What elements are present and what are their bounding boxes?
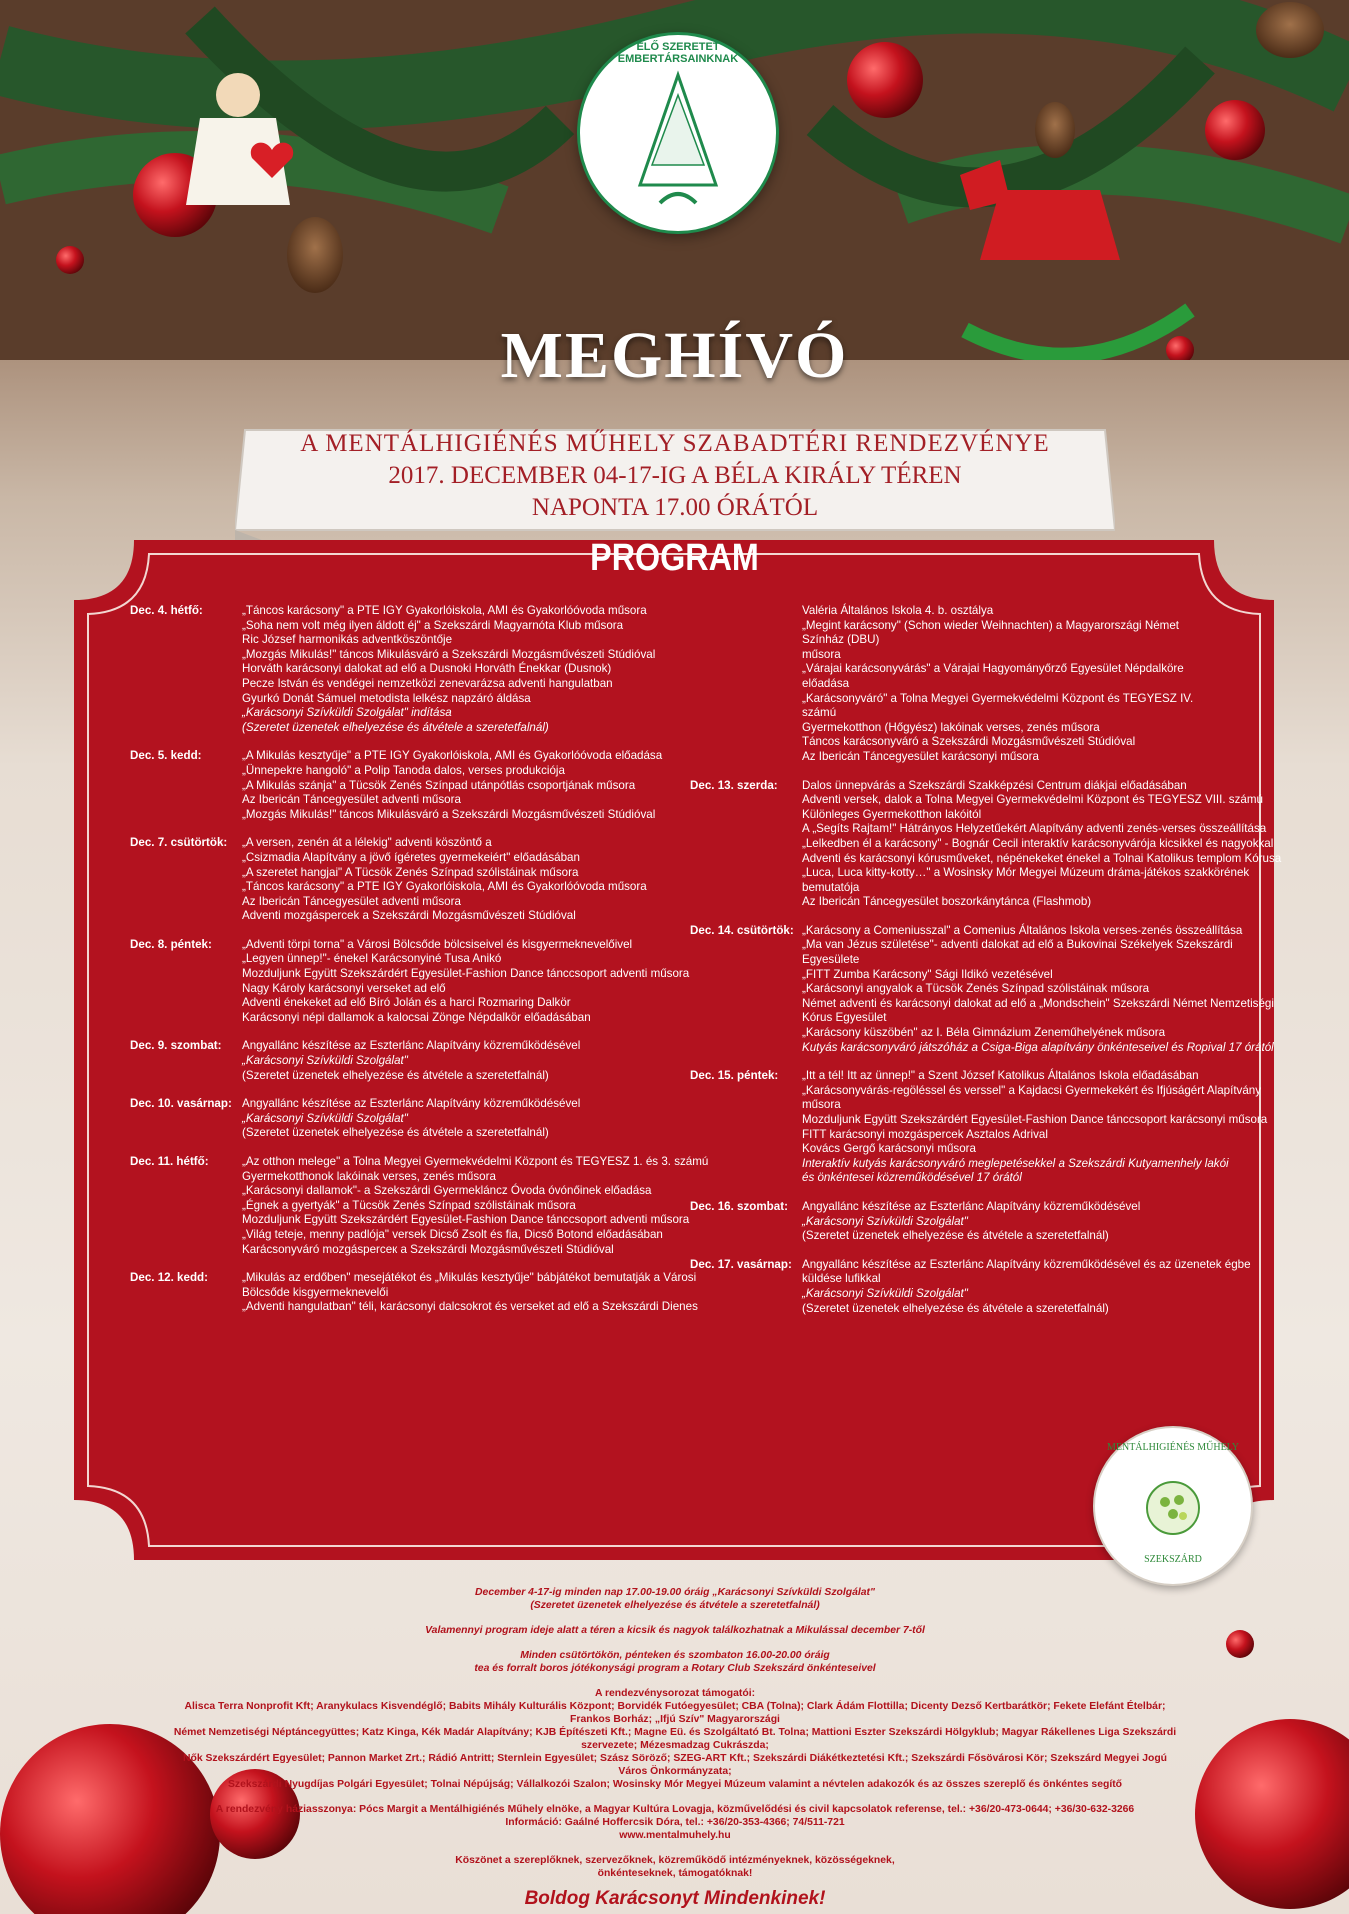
program-item: Ric József harmonikás adventköszöntője: [242, 633, 453, 647]
program-item: Horváth karácsonyi dalokat ad elő a Dusnoki Horváth Énekkar (Dusnok): [242, 662, 612, 676]
day-dec13: Dec. 13. szerda: Dalos ünnepvárás a Szekszárdi Szakképzési Centrum diákjai előadásában Adventi versek, dalok a Tolna Megyei Gyermekvédelmi Központ és TEGYESZ VIII. számú Különleges Gyermekotthon lakóitól A „Segíts Rajtam!" Hátrányos Helyzetűekért Alapítvány adventi zenés-verses összeállítása „Lelkedben él a karácsony" - Bognár Cecil interaktív karácsonyvárója kicsikkel és nagyokkal Adventi és karácsonyi kórusműveket, népénekeket énekel a Tolnai Katolikus templom Kórusa „Luca, Luca kitty-kotty…" a Wosinsky Mór Megyei Múzeum dráma-játékos szakkörének bemutatója Az Ibericán Táncegyesület boszorkánytánca (Flashmob): [690, 778, 1282, 909]
program-item: „Luca, Luca kitty-kotty…" a Wosinsky Mór Megyei Múzeum dráma-játékos szakkörének: [802, 866, 1250, 880]
program-item: (Szeretet üzenetek elhelyezése és átvétele a szeretetfalnál): [242, 720, 549, 734]
program-item: Gyurkó Donát Sámuel metodista lelkész napzáró áldása: [242, 691, 531, 705]
thanks-line: önkénteseknek, támogatóknak!: [597, 1868, 753, 1879]
program-item: „Mozgás Mikulás!" táncos Mikulásváró a Szekszárdi Mozgásművészeti Stúdióval: [242, 807, 656, 821]
ornament-ball: [56, 246, 84, 274]
program-item: Mozduljunk Együtt Szekszárdért Egyesület-Fashion Dance tánccsoport karácsonyi műsora: [802, 1113, 1268, 1126]
program-item: „Karácsonyi Szívküldi Szolgálat" indítása: [242, 706, 452, 720]
program-item: „Mozgás Mikulás!" táncos Mikulásváró a Szekszárdi Mozgásművészeti Stúdióval: [242, 647, 656, 661]
program-item: Adventi és karácsonyi kórusműveket, népénekeket énekel a Tolnai Katolikus templom Kórusa: [802, 851, 1282, 865]
sponsors-list: Német Nemzetiségi Néptáncegyüttes; Katz Kinga, Kék Madár Alapítvány; KJB Építészeti Kft.; Magne Eü. és Szolgáltató Bt. Tolna; Mattioni Eszter Szekszárdi Hölgyklub; Magyar Rákellenes Liga Szekszárdi szervezete; Mézesmadzag Cukrászda;: [173, 1727, 1177, 1751]
program-item: „A Mikulás kesztyűje" a PTE IGY Gyakorlóiskola, AMI és Gyakorlóóvoda előadása: [242, 749, 663, 763]
program-item: „Karácsonyi angyalok a Tücsök Zenés Színpad szólistáinak műsora: [802, 982, 1150, 996]
day-dec12-continued: [690, 604, 1220, 765]
program-item: „Karácsony a Comeniusszal" a Comenius Általános Iskola verses-zenés összeállítása: [802, 923, 1243, 937]
sponsors-list: Szekszárdi Nyugdíjas Polgári Egyesület; Tolnai Népújság; Vállalkozói Szalon; Wosinsky Mór Megyei Múzeum valamint a névtelen adakozók és az összes szereplő és önkéntes segítő: [227, 1779, 1123, 1790]
program-item: „Adventi hangulatban" téli, karácsonyi dalcsokrot és verseket ad elő a Szekszárdi Dienes: [242, 1300, 698, 1314]
program-item: Az Ibericán Táncegyesület karácsonyi műsora: [802, 749, 1039, 763]
program-item: „A versen, zenén át a lélekig" adventi köszöntő a: [242, 836, 492, 850]
program-item: „Megint karácsony" (Schon wieder Weihnachten) a Magyarországi Német Színház (DBU): [802, 618, 1180, 647]
program-item: Német adventi és karácsonyi dalokat ad elő a „Mondschein" Szekszárdi Német Nemzetiségi: [802, 996, 1274, 1010]
emblem-place: SZEKSZÁRD: [1144, 1554, 1202, 1565]
program-item: „Karácsonyi Szívküldi Szolgálat": [802, 1214, 968, 1228]
program-item: „Várajai karácsonyvárás" a Várajai Hagyományőrző Egyesület Népdalköre előadása: [802, 662, 1184, 690]
program-item: Mozduljunk Együtt Szekszárdért Egyesület-Fashion Dance tánccsoport adventi műsora: [242, 967, 690, 981]
program-item: (Szeretet üzenetek elhelyezése és átvétele a szeretetfalnál): [802, 1301, 1109, 1315]
sponsors-list: Nők Szekszárdért Egyesület; Pannon Market Zrt.; Rádió Antritt; Sternlein Egyesület; Szász Söröző; SZEG-ART Kft.; Szekszárdi Diákétkeztetési Kft.; Szekszárdi Fősövárosi Kör; Szekszárd Megyei Jogú Város Önkormányzata;: [182, 1753, 1168, 1777]
program-heading: PROGRAM: [590, 537, 759, 579]
program-item: „Legyen ünnep!"- énekel Karácsonyiné Tusa Anikó: [242, 952, 502, 966]
program-item: küldése lufikkal: [802, 1272, 881, 1286]
program-item: Az Ibericán Táncegyesület adventi műsora: [242, 793, 461, 807]
program-item: Az Ibericán Táncegyesület adventi műsora: [242, 894, 461, 908]
ribbon-text: [270, 428, 1080, 524]
program-item: Kutyás karácsonyváró játszóház a Csiga-Biga alapítvány önkénteseivel és Ropival 17 órától: [802, 1040, 1274, 1054]
website-link[interactable]: www.mentalmuhely.hu: [619, 1830, 731, 1841]
program-item: „A szeretet hangjai" A Tücsök Zenés Színpad szólistáinak műsora: [242, 865, 579, 879]
program-item: „FITT Zumba Karácsony" Sági Ildikó vezetésével: [802, 967, 1053, 981]
program-column-left: [130, 604, 709, 1329]
program-item: Kovács Gergő karácsonyi műsora: [802, 1142, 976, 1156]
event-name: A MENTÁLHIGIÉNÉS MŰHELY SZABADTÉRI RENDEZVÉNYE: [300, 430, 1050, 457]
ornament-ball: [1205, 100, 1265, 160]
ornament-ball: [1226, 1630, 1254, 1658]
program-item: Interaktív kutyás karácsonyváró meglepetésekkel a Szekszárdi Kutyamenhely lakói: [802, 1156, 1229, 1170]
day-dec17: Dec. 17. vasárnap: Angyallánc készítése az Eszterlánc Alapítvány közreműködésével és az üzenetek égbe küldése lufikkal „Karácsonyi Szívküldi Szolgálat" (Szeretet üzenetek elhelyezése és átvétele a szeretetfalnál): [690, 1257, 1251, 1315]
program-item: Gyermekotthon (Hőgyész) lakóinak verses, zenés műsora: [802, 720, 1100, 734]
program-item: „Égnek a gyertyák" a Tücsök Zenés Színpad szólistáinak műsora: [242, 1198, 576, 1212]
program-item: Angyallánc készítése az Eszterlánc Alapítvány közreműködésével: [242, 1039, 581, 1053]
program-item: Az Ibericán Táncegyesület boszorkánytánca (Flashmob): [802, 895, 1092, 909]
day-dec4: Dec. 4. hétfő: „Táncos karácsony" a PTE IGY Gyakorlóiskola, AMI és Gyakorlóóvoda műsora „Soha nem volt még ilyen áldott éj" a Szekszárdi Magyarnóta Klub műsora Ric József harmonikás adventköszöntője „Mozgás Mikulás!" táncos Mikulásváró a Szekszárdi Mozgásművészeti Stúdióval Horváth karácsonyi dalokat ad elő a Dusnoki Horváth Énekkar (Dusnok) Pecze István és vendégei nemzetközi zenevarázsa adventi hangulatban Gyurkó Donát Sámuel metodista lelkész napzáró áldása „Karácsonyi Szívküldi Szolgálat" indítása (Szeretet üzenetek elhelyezése és átvétele a szeretetfalnál): [130, 604, 675, 735]
program-item: „Karácsonyváró" a Tolna Megyei Gyermekvédelmi Központ és TEGYESZ IV. számú: [802, 691, 1194, 720]
daily-service-note: (Szeretet üzenetek elhelyezése és átvétele a szeretetfalnál): [530, 1600, 820, 1611]
program-item: bemutatója: [802, 880, 860, 894]
program-item: Valéria Általános Iskola 4. b. osztálya: [802, 604, 994, 617]
day-dec5: Dec. 5. kedd: „A Mikulás kesztyűje" a PTE IGY Gyakorlóiskola, AMI és Gyakorlóóvoda előadása „Ünnepekre hangoló" a Polip Tanoda dalos, verses produkciója „A Mikulás szánja" a Tücsök Zenés Színpad utánpótlás csoportjának műsora Az Ibericán Táncegyesület adventi műsora „Mozgás Mikulás!" táncos Mikulásváró a Szekszárdi Mozgásművészeti Stúdióval: [130, 749, 675, 822]
tea-program: Minden csütörtökön, pénteken és szombaton 16.00-20.00 óráig: [520, 1650, 830, 1661]
program-item: Angyallánc készítése az Eszterlánc Alapítvány közreműködésével: [242, 1097, 581, 1111]
sponsors-list: Alisca Terra Nonprofit Kft; Aranykulacs Kisvendéglő; Babits Mihály Kulturális Központ; Borvidék Futóegyesület; CBA (Tolna); Clark Ádám Flottilla; Dicenty Dezső Kertbarátkör; Fekete Elefánt Ételbár; Frankos Borház; „Ifjú Szív" Magyarországi: [184, 1701, 1166, 1725]
program-item: Mozduljunk Együtt Szekszárdért Egyesület-Fashion Dance tánccsoport adventi műsora: [242, 1213, 690, 1227]
program-item: Kórus Egyesület: [802, 1011, 887, 1025]
program-item: „Karácsonyi Szívküldi Szolgálat": [242, 1054, 408, 1068]
program-item: Karácsonyváró mozgásperceк a Szekszárdi Mozgásművészeti Stúdióval: [242, 1242, 614, 1256]
day-dec9: Dec. 9. szombat: Angyallánc készítése az Eszterlánc Alapítvány közreműködésével „Karácsonyi Szívküldi Szolgálat" (Szeretet üzenetek elhelyezése és átvétele a szeretetfalnál): [130, 1039, 675, 1083]
program-item: „A Mikulás szánja" a Tücsök Zenés Színpad utánpótlás csoportjának műsora: [242, 778, 636, 792]
program-item: Dalos ünnepvárás a Szekszárdi Szakképzési Centrum diákjai előadásában: [802, 778, 1187, 792]
day-dec7: Dec. 7. csütörtök: „A versen, zenén át a lélekig" adventi köszöntő a „Csizmadia Alapítvány a jövő ígéretes gyermekeiért" előadásában „A szeretet hangjai" A Tücsök Zenés Színpad szólistáinak műsora „Táncos karácsony" a PTE IGY Gyakorlóiskola, AMI és Gyakorlóóvoda műsora Az Ibericán Táncegyesület adventi műsora Adventi mozgáspercek a Szekszárdi Mozgásművészeti Stúdióval: [130, 836, 675, 924]
thanks-line: Köszönet a szereplőknek, szervezőknek, közreműködő intézményeknek, közösségeknek,: [455, 1855, 895, 1866]
day-dec12: Dec. 12. kedd: „Mikulás az erdőben" mesejátékot és „Mikulás kesztyűje" bábjátékot bemutatják a Városi Bölcsőde kisgyermeknevelői „Adventi hangulatban" téli, karácsonyi dalcsokrot és verseket ad elő a Szekszárdi Dienes: [130, 1271, 698, 1314]
program-item: „Adventi törpi torna" a Városi Bölcsőde bölcsiseivel és kisgyermeknevelőivel: [242, 937, 633, 951]
program-item: Nagy Károly karácsonyi verseket ad elő: [242, 981, 446, 995]
program-item: „Ünnepekre hangoló" a Polip Tanoda dalos, verses produkciója: [242, 763, 565, 777]
info-contact: Információ: Gaálné Hoffercsik Dóra, tel.: +36/20-353-4366; 74/511-721: [505, 1817, 845, 1828]
program-item: „Ma van Jézus születése"- adventi dalokat ad elő a Bukovinai Székelyek Szekszárdi: [802, 938, 1233, 952]
mentalhigienes-emblem: [1093, 1426, 1253, 1586]
program-item: „Soha nem volt még ilyen áldott éj" a Szekszárdi Magyarnóta Klub műsora: [242, 618, 624, 632]
program-item: „Táncos karácsony" a PTE IGY Gyakorlóiskola, AMI és Gyakorlóóvoda műsora: [242, 604, 647, 617]
program-item: „Lelkedben él a karácsony" - Bognár Cecil interaktív karácsonyvárója kicsikkel és nagyokkal: [802, 836, 1274, 850]
event-time: NAPONTA 17.00 ÓRÁTÓL: [531, 494, 819, 521]
program-item: Adventi mozgáspercek a Szekszárdi Mozgásművészeti Stúdióval: [242, 909, 576, 923]
program-item: „Mikulás az erdőben" mesejátékot és „Mikulás kesztyűje" bábjátékot bemutatják a Városi: [242, 1271, 697, 1285]
program-item: Táncos karácsonyváró a Szekszárdi Mozgásművészeti Stúdióval: [802, 735, 1136, 749]
program-item: FITT karácsonyi mozgáspercek Asztalos Adrival: [802, 1127, 1048, 1141]
program-item: „Világ teteje, menny padlója" versek Dicső Zsolt és fia, Dicső Botond előadásában: [242, 1227, 663, 1241]
ornament-ball: [847, 42, 923, 118]
ornament-ball: [1195, 1719, 1349, 1909]
day-dec16: Dec. 16. szombat: Angyallánc készítése az Eszterlánc Alapítvány közreműködésével „Karácsonyi Szívküldi Szolgálat" (Szeretet üzenetek elhelyezése és átvétele a szeretetfalnál): [690, 1200, 1220, 1244]
seal-logo: [577, 32, 779, 234]
program-item: Karácsonyi népi dallamok a kalocsai Zönge Népdalkör előadásában: [242, 1010, 591, 1024]
program-item: „Karácsonyi Szívküldi Szolgálat": [242, 1111, 408, 1125]
program-item: (Szeretet üzenetek elhelyezése és átvétele a szeretetfalnál): [802, 1229, 1109, 1243]
program-item: „Karácsonyi Szívküldi Szolgálat": [802, 1286, 968, 1300]
program-item: Bölcsőde kisgyermeknevelői: [242, 1285, 389, 1299]
program-item: Adventi versek, dalok a Tolna Megyei Gyermekvédelmi Központ és TEGYESZ VIII. számú: [802, 793, 1263, 807]
program-item: Adventi énekeket ad elő Bíró Jolán és a harci Rozmaring Dalkör: [242, 996, 571, 1010]
sponsors-title: A rendezvénysorozat támogatói:: [594, 1688, 756, 1699]
program-item: „Karácsonyvárás-regöléssel és verssel" a Kajdacsi Gyermekekért és Ifjúságért Alapítvány: [802, 1083, 1262, 1097]
program-item: műsora: [802, 1098, 841, 1112]
program-item: (Szeretet üzenetek elhelyezése és átvétele a szeretetfalnál): [242, 1126, 549, 1140]
mikulas-note: Valamennyi program ideje alatt a téren a kicsik és nagyok találkozhatnak a Mikulással december 7-től: [425, 1625, 925, 1636]
host-info: A rendezvény háziasszonya: Pócs Margit a Mentálhigiénés Műhely elnöke, a Magyar Kultúra Lovagja, közművelődési és civil kapcsolatok referense, tel.: +36/20-473-0644; +36/30-632-3266: [215, 1804, 1135, 1815]
program-item: A „Segíts Rajtam!" Hátrányos Helyzetűekért Alapítvány adventi zenés-verses összeállítása: [802, 822, 1267, 836]
program-item: „Csizmadia Alapítvány a jövő ígéretes gyermekeiért" előadásában: [242, 850, 580, 864]
program-item: Egyesülete: [802, 953, 860, 967]
program-item: „Az otthon melege" a Tolna Megyei Gyermekvédelmi Központ és TEGYESZ 1. és 3. számú: [242, 1155, 709, 1168]
seal-ring-text: ÉLŐ SZERETET EMBERTÁRSAINKNAK: [617, 41, 739, 65]
day-dec14: Dec. 14. csütörtök: „Karácsony a Comeniusszal" a Comenius Általános Iskola verses-zenés összeállítása „Ma van Jézus születése"- adventi dalokat ad elő a Bukovinai Székelyek Szekszárdi Egyesülete „FITT Zumba Karácsony" Sági Ildikó vezetésével „Karácsonyi angyalok a Tücsök Zenés Színpad szólistáinak műsora Német adventi és karácsonyi dalokat ad elő a „Mondschein" Szekszárdi Német Nemzetiségi Kórus Egyesület „Karácsony küszöbén" az I. Béla Gimnázium Zeneműhelyének műsora Kutyás karácsonyváró játszóház a Csiga-Biga alapítvány önkénteseivel és Ropival 17 órától: [690, 923, 1274, 1054]
program-item: „Karácsonyi dallamok"- a Szekszárdi Gyermekláncz Óvoda óvónőinek előadása: [242, 1184, 652, 1198]
day-dec10: Dec. 10. vasárnap: Angyallánc készítése az Eszterlánc Alapítvány közreműködésével „Karácsonyi Szívküldi Szolgálat" (Szeretet üzenetek elhelyezése és átvétele a szeretetfalnál): [130, 1097, 675, 1141]
day-dec11: Dec. 11. hétfő: „Az otthon melege" a Tolna Megyei Gyermekvédelmi Központ és TEGYESZ 1. és 3. számú Gyermekotthonok lakóinak verses, zenés műsora „Karácsonyi dallamok"- a Szekszárdi Gyermekláncz Óvoda óvónőinek előadása „Égnek a gyertyák" a Tücsök Zenés Színpad szólistáinak műsora Mozduljunk Együtt Szekszárdért Egyesület-Fashion Dance tánccsoport adventi műsora „Világ teteje, menny padlója" versek Dicső Zsolt és fia, Dicső Botond előadásában Karácsonyváró mozgásperceк a Szekszárdi Mozgásművészeti Stúdióval: [130, 1155, 709, 1256]
day-dec8: Dec. 8. péntek: „Adventi törpi torna" a Városi Bölcsőde bölcsiseivel és kisgyermeknevelőivel „Legyen ünnep!"- énekel Karácsonyiné Tusa Anikó Mozduljunk Együtt Szekszárdért Egyesület-Fashion Dance tánccsoport adventi műsora Nagy Károly karácsonyi verseket ad elő Adventi énekeket ad elő Bíró Jolán és a harci Rozmaring Dalkör Karácsonyi népi dallamok a kalocsai Zönge Népdalkör előadásában: [130, 937, 690, 1024]
program-item: műsora: [802, 647, 841, 661]
program-item: Különleges Gyermekotthon lakóitól: [802, 807, 982, 821]
program-item: és önkéntesei közreműködésével 17 órától: [802, 1171, 1022, 1185]
day-dec15: Dec. 15. péntek: „Itt a tél! Itt az ünnep!" a Szent József Katolikus Általános Iskola előadásában „Karácsonyvárás-regöléssel és verssel" a Kajdacsi Gyermekekért és Ifjúságért Alapítvány műsora Mozduljunk Együtt Szekszárdért Egyesület-Fashion Dance tánccsoport karácsonyi műsora FITT karácsonyi mozgáspercek Asztalos Adrival Kovács Gergő karácsonyi műsora Interaktív kutyás karácsonyváró meglepetésekkel a Szekszárdi Kutyamenhely lakói és önkéntesei közreműködésével 17 órától: [690, 1069, 1268, 1185]
program-item: (Szeretet üzenetek elhelyezése és átvétele a szeretetfalnál): [242, 1068, 549, 1082]
closing-greeting: Boldog Karácsonyt Mindenkinek!: [524, 1888, 826, 1909]
emblem-ring-text: MENTÁLHIGIÉNÉS MŰHELY: [1106, 1442, 1240, 1453]
program-item: „Táncos karácsony" a PTE IGY Gyakorlóiskola, AMI és Gyakorlóóvoda műsora: [242, 880, 647, 894]
event-dates: 2017. DECEMBER 04-17-IG A BÉLA KIRÁLY TÉREN: [388, 462, 962, 489]
program-column-right: [690, 604, 1282, 1330]
program-item: Pecze István és vendégei nemzetközi zenevarázsa adventi hangulatban: [242, 676, 613, 690]
page-title: MEGHÍVÓ: [500, 319, 849, 392]
program-item: Gyermekotthonok lakóinak verses, zenés műsora: [242, 1169, 496, 1183]
program-item: „Itt a tél! Itt az ünnep!" a Szent József Katolikus Általános Iskola előadásában: [802, 1069, 1199, 1083]
program-item: Angyallánc készítése az Eszterlánc Alapítvány közreműködésével és az üzenetek égbe: [802, 1257, 1251, 1271]
program-item: „Karácsony küszöbén" az I. Béla Gimnázium Zeneműhelyének műsora: [802, 1026, 1166, 1040]
program-item: Angyallánc készítése az Eszterlánc Alapítvány közreműködésével: [802, 1199, 1141, 1213]
footer: [170, 1586, 1180, 1909]
daily-service: December 4-17-ig minden nap 17.00-19.00 óráig „Karácsonyi Szívküldi Szolgálat": [475, 1587, 875, 1598]
tea-program-detail: tea és forralt boros jótékonysági program a Rotary Club Szekszárd önkénteseivel: [474, 1663, 876, 1674]
